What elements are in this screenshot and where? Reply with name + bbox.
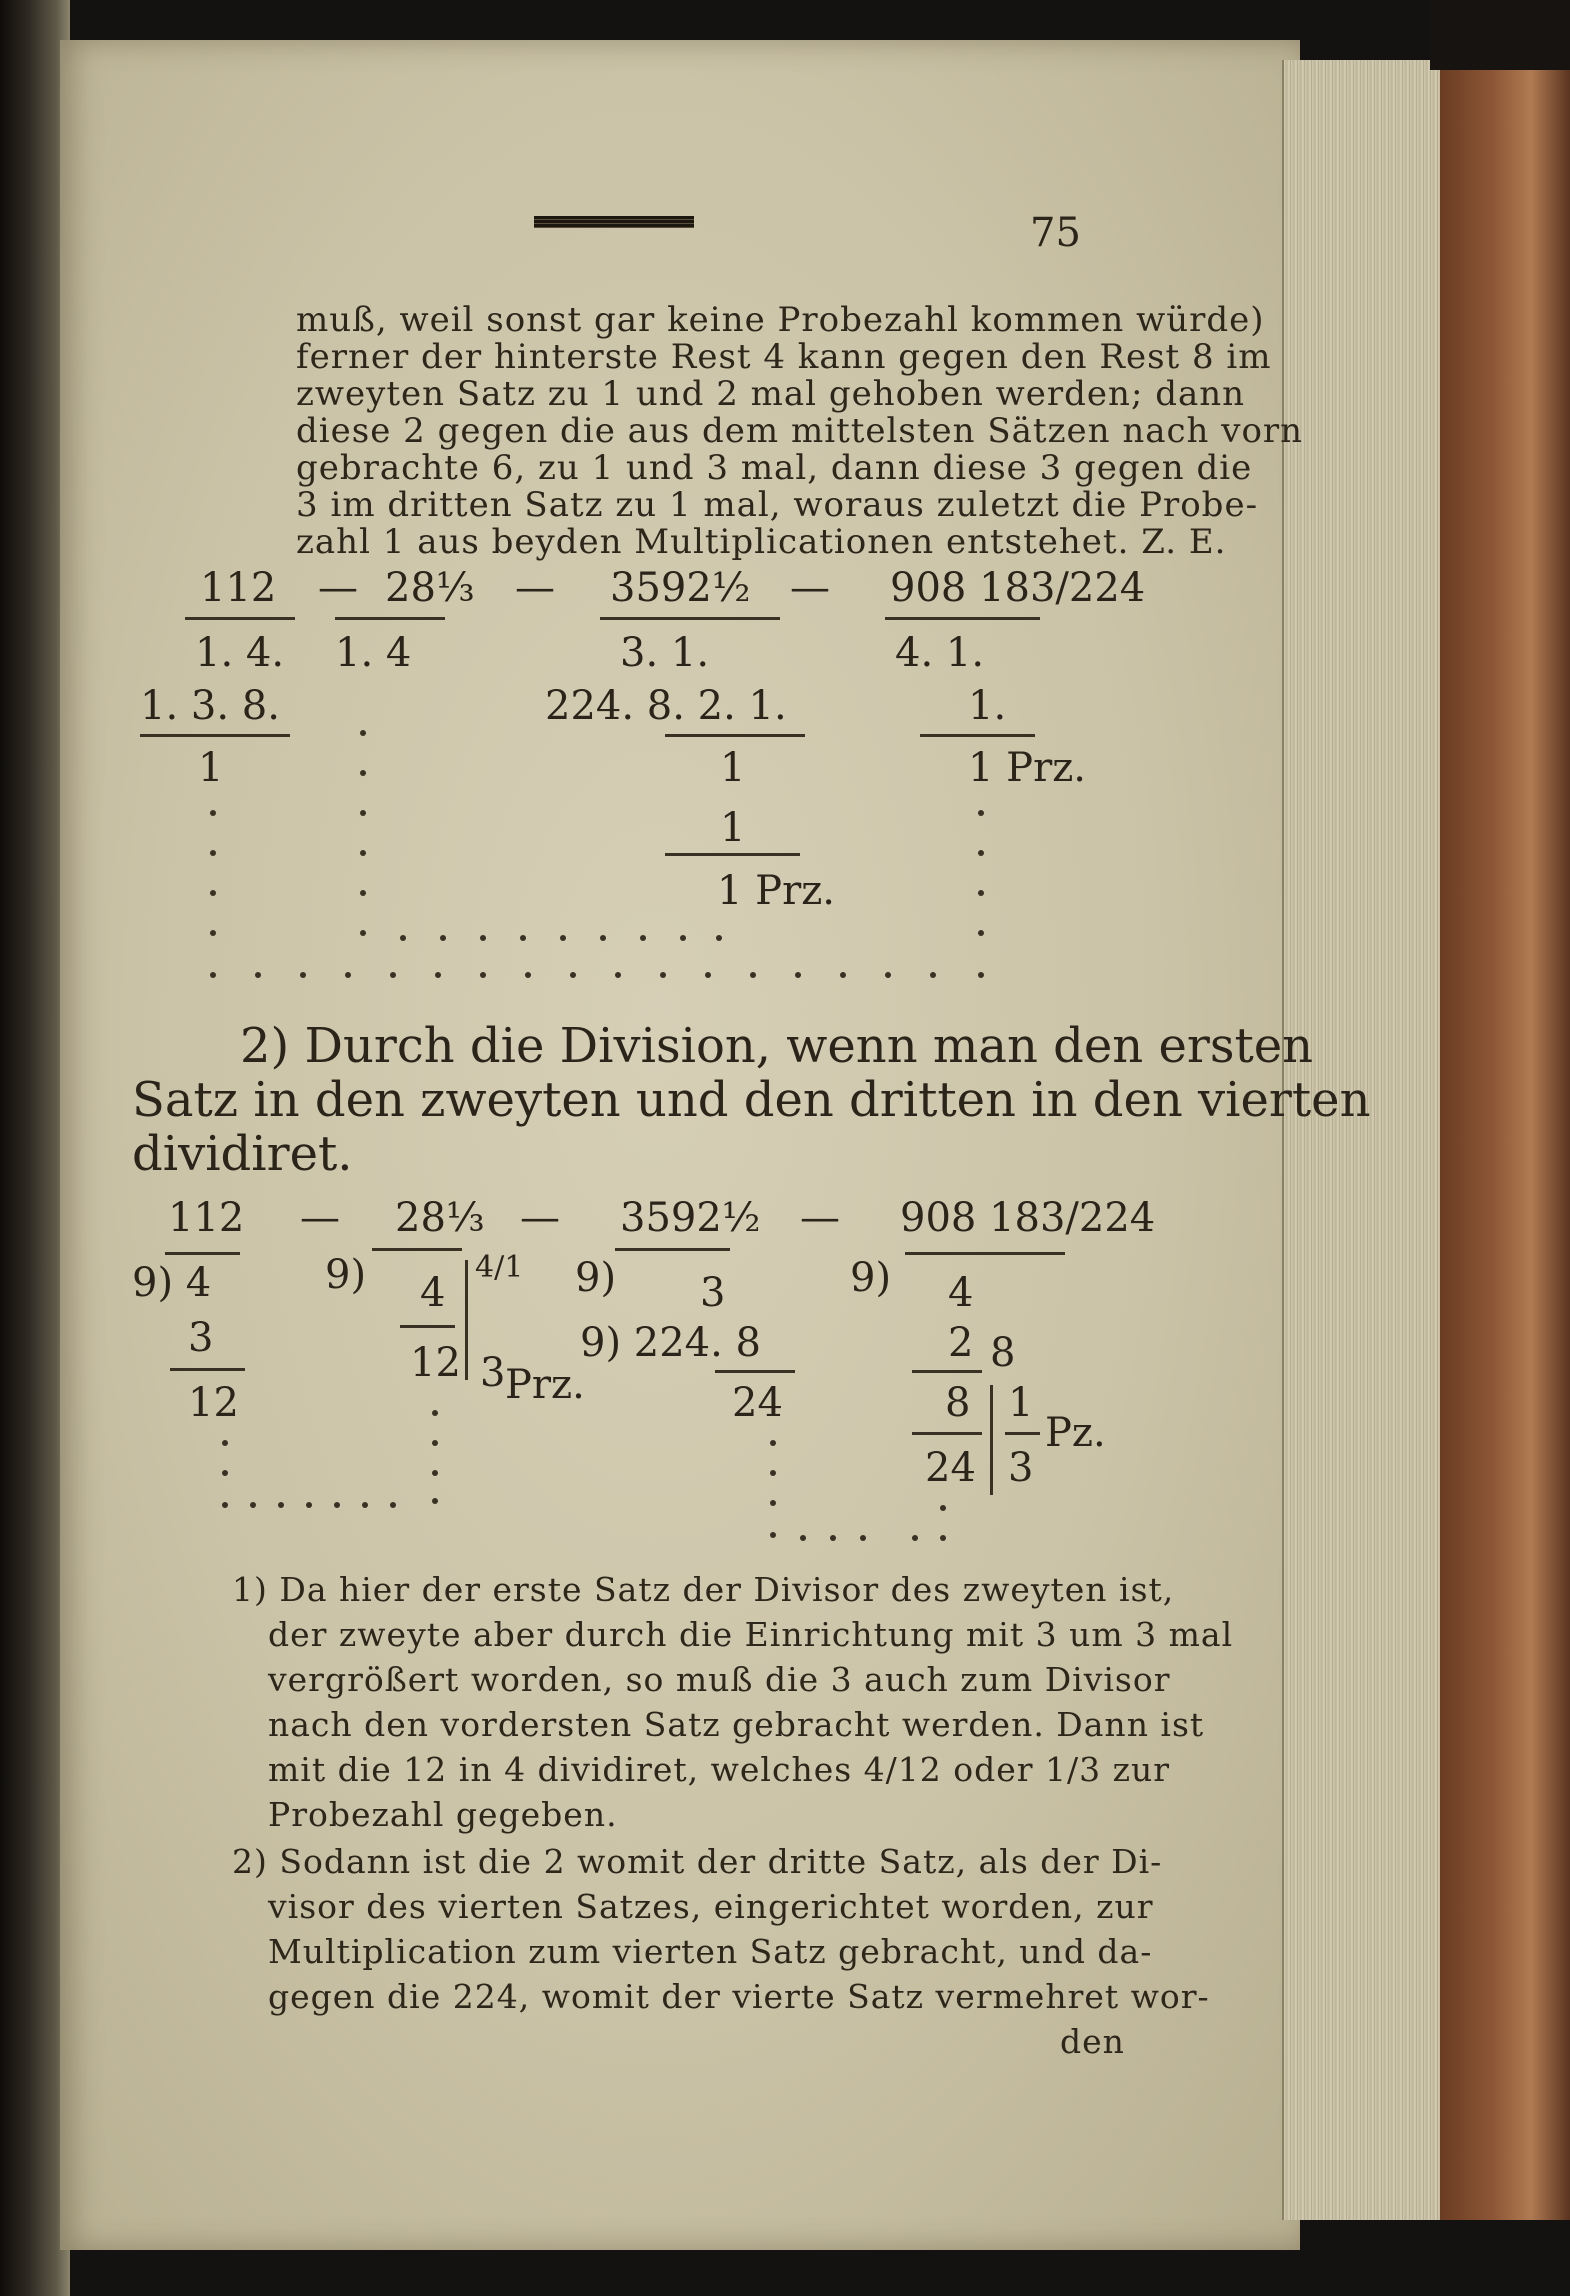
book-cover-edge <box>1440 70 1570 2220</box>
page-number: 75 <box>1030 210 1081 256</box>
section-line: 2) Durch die Division, wenn man den ersten <box>240 1018 1314 1074</box>
section-line: Satz in den zweyten und den dritten in den vierten <box>132 1072 1371 1128</box>
note-line: 2) Sodann ist die 2 womit der dritte Satz, als der Di- <box>232 1842 1163 1881</box>
calc-result: 12 <box>188 1380 239 1426</box>
note-line: mit die 12 in 4 dividiret, welches 4/12 oder 1/3 zur <box>268 1750 1171 1789</box>
calc-result: 24 <box>732 1380 783 1426</box>
section-line: dividiret. <box>132 1126 353 1182</box>
calc-term: 112 <box>200 565 277 611</box>
calc-step: 9) 4 <box>132 1260 212 1306</box>
note-line: Probezahl gegeben. <box>268 1795 618 1834</box>
paragraph-line: zahl 1 aus beyden Multiplicationen entstehet. Z. E. <box>296 522 1227 562</box>
calc-term: 908 183/224 <box>890 565 1146 611</box>
calc-result: 12 <box>410 1340 461 1386</box>
calc-step: 9) <box>325 1252 367 1298</box>
calc-term: 3592½ <box>610 565 751 611</box>
note-line: nach den vordersten Satz gebracht werden. Dann ist <box>268 1705 1205 1744</box>
calc-dash: — <box>300 1195 340 1241</box>
calc-step: 1. 4. <box>195 630 285 676</box>
calc-term: 908 183/224 <box>900 1195 1156 1241</box>
paragraph-line: ferner der hinterste Rest 4 kann gegen den Rest 8 im <box>296 337 1272 377</box>
calc-dash: — <box>520 1195 560 1241</box>
calc-step: 1 <box>1008 1380 1034 1426</box>
calc-step: 8 <box>945 1380 971 1426</box>
paragraph-line: muß, weil sonst gar keine Probezahl kommen würde) <box>296 300 1265 340</box>
calc-step: 3 <box>700 1270 726 1316</box>
calc-fraction: 4/1 <box>475 1250 524 1285</box>
note-line: visor des vierten Satzes, eingerichtet worden, zur <box>268 1887 1154 1926</box>
calc-step: 1. 3. 8. <box>140 683 280 729</box>
calc-term: 28⅓ <box>395 1195 485 1241</box>
note-line: vergrößert worden, so muß die 3 auch zum Divisor <box>268 1660 1171 1699</box>
page-edges <box>1282 60 1444 2220</box>
paragraph-line: 3 im dritten Satz zu 1 mal, woraus zuletzt die Probe- <box>296 485 1259 525</box>
calc-proof: Pz. <box>1045 1410 1106 1456</box>
calc-dash: — <box>800 1195 840 1241</box>
calc-result: 3 <box>480 1350 506 1396</box>
calc-step: 3 <box>188 1315 214 1361</box>
calc-step: 4 <box>420 1270 446 1316</box>
header-rule <box>534 216 694 228</box>
calc-result: 1 <box>720 745 746 791</box>
note-line: gegen die 224, womit der vierte Satz vermehret wor- <box>268 1977 1210 2016</box>
calc-dash: — <box>318 565 358 611</box>
calc-step: 3. 1. <box>620 630 710 676</box>
calc-step: 1. 4 <box>335 630 412 676</box>
calc-step: 9) <box>850 1255 892 1301</box>
calc-dash: — <box>515 565 555 611</box>
calc-term: 28⅓ <box>385 565 475 611</box>
calc-step: 4 <box>948 1270 974 1316</box>
paragraph-line: gebrachte 6, zu 1 und 3 mal, dann diese 3 gegen die <box>296 448 1253 488</box>
calc-term: 112 <box>168 1195 245 1241</box>
note-line: Multiplication zum vierten Satz gebracht, und da- <box>268 1932 1153 1971</box>
note-line: der zweyte aber durch die Einrichtung mit 3 um 3 mal <box>268 1615 1234 1654</box>
calc-result: 1 Prz. <box>968 745 1086 791</box>
paragraph-line: zweyten Satz zu 1 und 2 mal gehoben werden; dann <box>296 374 1246 414</box>
note-line: 1) Da hier der erste Satz der Divisor des zweyten ist, <box>232 1570 1175 1609</box>
calc-step: 9) 224. 8 <box>580 1320 761 1366</box>
catchword: den <box>1060 2022 1125 2061</box>
calc-result: 24 <box>925 1445 976 1491</box>
calc-term: 3592½ <box>620 1195 761 1241</box>
calc-step: 9) <box>575 1255 617 1301</box>
calc-step: 2 <box>948 1320 974 1366</box>
background-corner <box>1430 0 1570 70</box>
calc-proof: Prz. <box>505 1362 585 1408</box>
calc-result: 3 <box>1008 1445 1034 1491</box>
calc-result: 1 <box>198 745 224 791</box>
calc-result: 1 <box>720 805 746 851</box>
calc-proof: 1 Prz. <box>717 868 835 914</box>
calc-step: 224. 8. 2. 1. <box>545 683 787 729</box>
calc-step: 1. <box>968 683 1007 729</box>
calc-step: 8 <box>990 1330 1016 1376</box>
calc-step: 4. 1. <box>895 630 985 676</box>
calc-dash: — <box>790 565 830 611</box>
paragraph-line: diese 2 gegen die aus dem mittelsten Sätzen nach vorn <box>296 411 1304 451</box>
